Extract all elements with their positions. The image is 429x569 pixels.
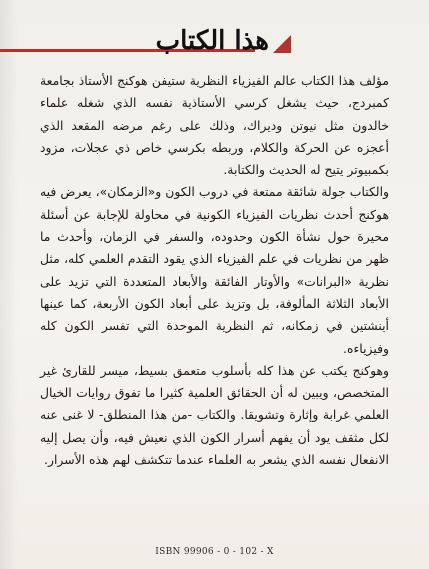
- book-description: [40, 70, 389, 471]
- paragraph-author: مؤلف هذا الكتاب عالم الفيزياء النظرية ستيفن هوكنج الأستاذ بجامعة كمبردج، حيث يشغل كرسي الأستاذية نفسه الذي شغله علماء خالدون مثل نيوتن وديراك، وذلك على رغم مرضه المقعد الذي أعجزه عن الحركة والكلام، وربطه بكرسي خاص ذي عجلات، مزود بكمبيوتر يتيح له الحديث والكتابة.: [40, 73, 389, 178]
- paragraph-summary: والكتاب جولة شائقة ممتعة في دروب الكون و«الزمكان»، يعرض فيه هوكنج أحدث نظريات الفيزياء الكونية في محاولة للإجابة عن أسئلة محيرة حول نشأة الكون وحدوده، والسفر في الزمان، وأحدث ما ظهر من نظريات في علم الفيزياء الذي يقود التقدم العلمي كله، مثل نظرية «البرانات» والأوتار الفائقة والأبعاد المتعددة التي تزيد على الأبعاد الثلاثة المألوفة، بل وتزيد على أبعاد الكون الأربعة، كما عينها أينشتين في زمكانه، ثم النظرية الموحدة التي تفسر الكون كله وفيزياءه.: [40, 184, 389, 356]
- isbn-text: ISBN 99906 - 0 - 102 - X: [155, 547, 274, 557]
- triangle-mark-icon: [273, 35, 291, 53]
- section-title: هذا الكتاب: [155, 26, 269, 56]
- section-header: [0, 26, 429, 60]
- paragraph-style: وهوكنج يكتب عن هذا كله بأسلوب متعمق بسيط، ميسر للقارئ غير المتخصص، ويبين له أن الحقائق العلمية كثيرا ما تفوق روايات الخيال العلمي غرابة وإثارة وتشويقا. والكتاب -من هذا المنطلق- لا غنى عنه لكل مثقف يود أن يفهم أسرار الكون الذي نعيش فيه، وأن يصل إليه الانفعال نفسه الذي يشعر به العلماء عندما تتكشف لهم هذه الأسرار.: [40, 362, 389, 468]
